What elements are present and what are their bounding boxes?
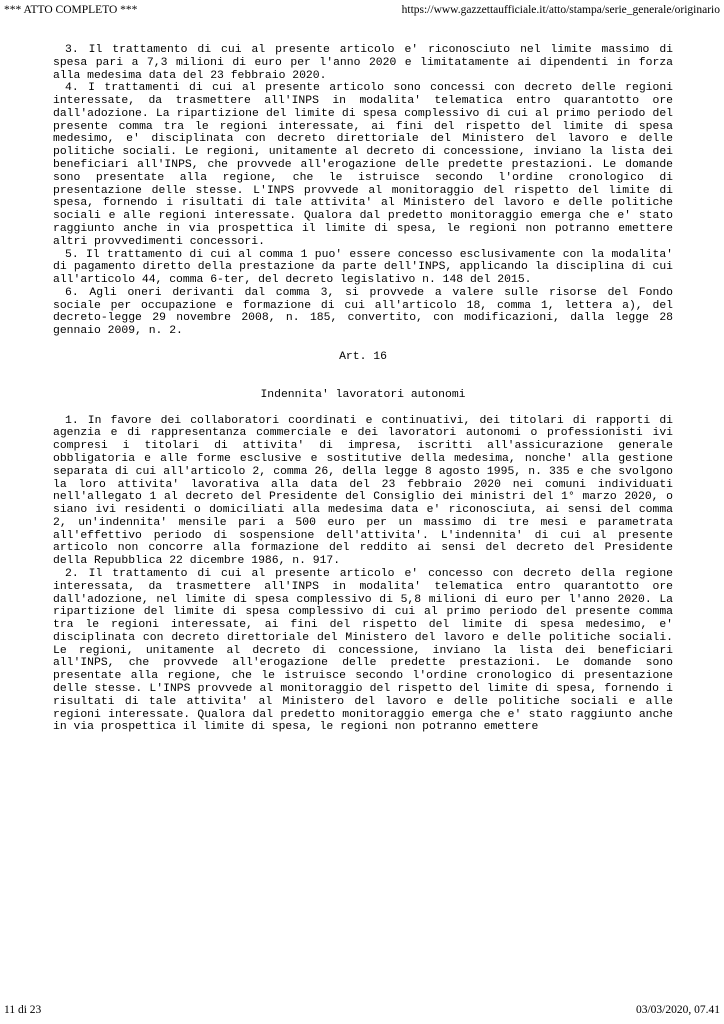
print-header-title: *** ATTO COMPLETO ***	[4, 4, 138, 16]
art16-paragraph-1: 1. In favore dei collaboratori coordinati e continuativi, dei titolari di rapporti di agenzia e di rappresentanza commerciale e dei lavoratori autonomi o professionisti ivi compresi i titolari di attivita' di impresa, iscritti all'assicurazione generale obbligatoria e alle forme esclusive e sostitutive della medesima, nonche' alla gestione separata di cui all'articolo 2, comma 26, della legge 8 agosto 1995, n. 335 e che svolgono la loro attivita' lavorativa alla data del 23 febbraio 2020 nei comuni individuati nell'allegato 1 al decreto del Presidente del Consiglio dei ministri del 1° marzo 2020, o siano ivi residenti o domiciliati alla medesima data e' riconosciuta, ai sensi del comma 2, un'indennita' mensile pari a 500 euro per un massimo di tre mesi e parametrata all'effettivo periodo di sospensione dell'attivita'. L'indennita' di cui al presente articolo non concorre alla formazione del reddito ai sensi del decreto del Presidente della Repubblica 22 dicembre 1986, n. 917.	[53, 414, 673, 568]
print-header-url: https://www.gazzettaufficiale.it/atto/stampa/serie_generale/originario	[401, 4, 720, 16]
art15-paragraph-5: 5. Il trattamento di cui al comma 1 puo' essere concesso esclusivamente con la modalita' di pagamento diretto della prestazione da parte dell'INPS, applicando la disciplina di cui all'articolo 44, comma 6-ter, del decreto legislativo n. 148 del 2015.	[53, 248, 673, 287]
art15-paragraph-3: 3. Il trattamento di cui al presente articolo e' riconosciuto nel limite massimo di spesa pari a 7,3 milioni di euro per l'anno 2020 e limitatamente ai dipendenti in forza alla medesima data del 23 febbraio 2020.	[53, 44, 673, 82]
spacer	[53, 364, 673, 377]
print-datetime: 03/03/2020, 07.41	[635, 1004, 720, 1016]
art15-paragraph-6: 6. Agli oneri derivanti dal comma 3, si provvede a valere sulle risorse del Fondo sociale per occupazione e formazione di cui all'articolo 18, comma 1, lettera a), del decreto-legge 29 novembre 2008, n. 185, convertito, con modificazioni, dalla legge 28 gennaio 2009, n. 2.	[53, 286, 673, 338]
art15-paragraph-4: 4. I trattamenti di cui al presente articolo sono concessi con decreto delle regioni interessate, da trasmettere all'INPS in modalita' telematica entro quarantotto ore dall'adozione. La ripartizione del limite di spesa complessivo di cui al primo periodo del presente comma tra le regioni interessate, ai fini del rispetto del limite di spesa medesimo, e' disciplinata con decreto direttoriale del Ministero del lavoro e delle politiche sociali. Le regioni, unitamente al decreto di concessione, inviano la lista dei beneficiari all'INPS, che provvede all'erogazione delle predette prestazioni. Le domande sono presentate alla regione, che le istruisce secondo l'ordine cronologico di presentazione delle stesse. L'INPS provvede al monitoraggio del rispetto del limite di spesa, fornendo i risultati di tale attivita' al Ministero del lavoro e delle politiche sociali e alle regioni interessate. Qualora dal predetto monitoraggio emerga che e' stato raggiunto anche in via prospettica il limite di spesa, le regioni non potranno emettere altri provvedimenti concessori.	[53, 82, 673, 248]
spacer	[53, 338, 673, 351]
art16-paragraph-2: 2. Il trattamento di cui al presente articolo e' concesso con decreto della regione interessata, da trasmettere all'INPS in modalita' telematica entro quarantotto ore dall'adozione, nel limite di spesa complessivo di 5,8 milioni di euro per l'anno 2020. La ripartizione del limite di spesa complessivo di cui al primo periodo del presente comma tra le regioni interessate, ai fini del rispetto del limite di spesa medesimo, e' disciplinata con decreto direttoriale del Ministero del lavoro e delle politiche sociali. Le regioni, unitamente al decreto di concessione, inviano la lista dei beneficiari all'INPS, che provvede all'erogazione delle predette prestazioni. Le domande sono presentate alla regione, che le istruisce secondo l'ordine cronologico di presentazione delle stesse. L'INPS provvede al monitoraggio del rispetto del limite di spesa, fornendo i risultati di tale attivita' al Ministero del lavoro e delle politiche sociali e alle regioni interessate. Qualora dal predetto monitoraggio emerga che e' stato raggiunto anche in via prospettica il limite di spesa, le regioni non potranno emettere	[53, 567, 673, 734]
article-heading: Art. 16	[339, 350, 387, 363]
print-footer	[4, 1002, 720, 1018]
article-title: Indennita' lavoratori autonomi	[260, 389, 466, 402]
spacer	[53, 402, 673, 415]
print-header	[4, 0, 720, 20]
page-number: 11 di 23	[4, 1004, 42, 1016]
document-body	[53, 44, 673, 734]
spacer	[53, 376, 673, 389]
